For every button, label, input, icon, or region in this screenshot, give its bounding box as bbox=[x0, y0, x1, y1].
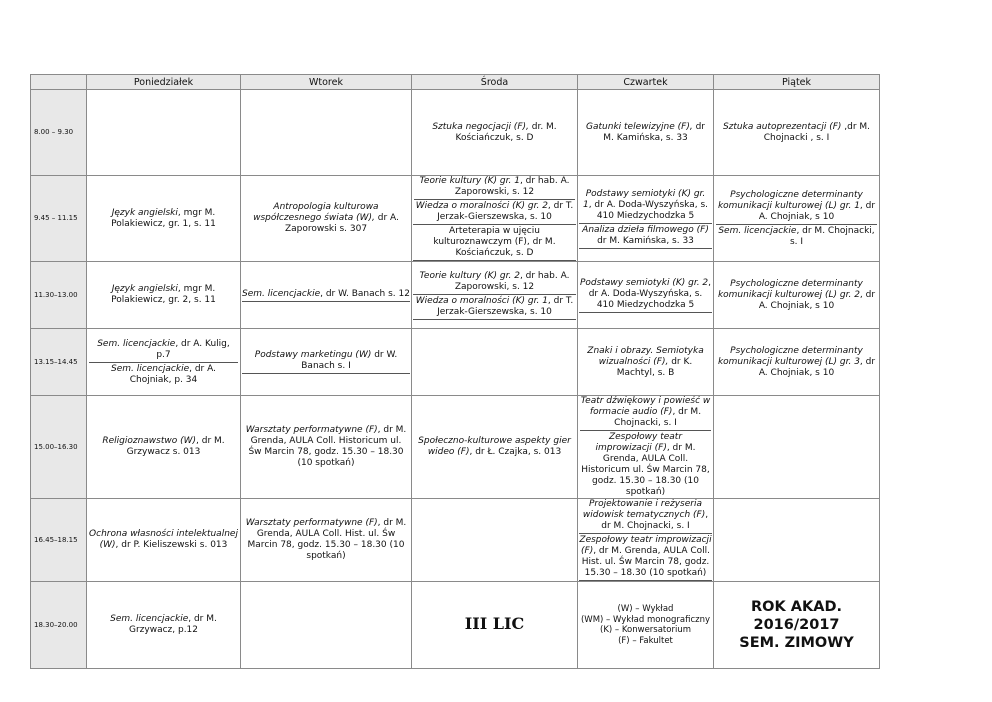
course-name: Podstawy semiotyki (K) gr. 2 bbox=[579, 277, 709, 288]
course-details: , dr A. Chojniak, s 10 bbox=[758, 356, 876, 378]
course-details: , dr hab. A. Zaporowski, s. 12 bbox=[454, 176, 570, 197]
class-entry bbox=[579, 533, 712, 581]
course-details: dr A. Zaporowski s. 307 bbox=[284, 213, 399, 234]
class-entry bbox=[579, 278, 712, 313]
course-name: Sem. licencjackie bbox=[111, 363, 190, 374]
year-label-cell bbox=[714, 582, 880, 669]
schedule-cell bbox=[578, 499, 714, 582]
course-name: Sem. licencjackie bbox=[242, 288, 321, 299]
class-entry bbox=[414, 176, 575, 198]
course-details: , dr M. Grenda, AULA Coll. Hist. ul. Św Marcin 78, godz. 15.30 – 18.30 (10 spotkań) bbox=[581, 546, 710, 578]
course-details: dr K. Machtyl, s. B bbox=[616, 356, 693, 378]
course-name: Znaki i obrazy. Semiotyka wizualności (F), bbox=[587, 345, 704, 367]
schedule-cell bbox=[714, 262, 880, 329]
course-name: Psychologiczne determinanty komunikacji kulturowej (L) gr. 2 bbox=[717, 278, 863, 300]
year-label-line: 2016/2017 bbox=[753, 617, 840, 633]
course-name: Język angielski bbox=[111, 284, 178, 294]
schedule-cell bbox=[87, 499, 241, 582]
course-name: Projektowanie i reżyseria widowisk tematycznych (F) bbox=[582, 499, 706, 520]
schedule-cell bbox=[241, 582, 412, 669]
class-entry bbox=[579, 223, 712, 249]
class-entry bbox=[89, 436, 238, 458]
schedule-cell bbox=[87, 329, 241, 396]
class-entry bbox=[242, 289, 410, 302]
class-entry bbox=[414, 436, 575, 458]
class-entry bbox=[580, 122, 711, 144]
class-entry bbox=[716, 346, 877, 379]
class-entry bbox=[716, 122, 877, 144]
schedule-cell bbox=[412, 90, 578, 176]
class-entry bbox=[89, 208, 238, 230]
time-cell: 8.00 – 9.30 bbox=[31, 90, 87, 176]
course-details: , dr A. Doda-Wyszyńska, s. 410 Miedzychodzka 5 bbox=[588, 199, 709, 221]
class-entry bbox=[580, 346, 711, 379]
class-entry bbox=[716, 224, 877, 248]
class-entry bbox=[580, 189, 711, 222]
course-name: Podstawy semiotyki (K) gr. 1 bbox=[582, 188, 706, 210]
schedule-cell bbox=[87, 90, 241, 176]
course-name: Teatr dźwiękowy i powieść w formacie audio (F) bbox=[580, 396, 711, 417]
class-entry bbox=[580, 499, 711, 532]
course-name: Społeczno-kulturowe aspekty gier wideo (F) bbox=[418, 436, 571, 457]
academic-year-label bbox=[716, 598, 877, 652]
time-cell: 11.30–13.00 bbox=[31, 262, 87, 329]
legend-item: (WM) – Wykład monograficzny bbox=[580, 614, 711, 625]
course-name: Sem. licencjackie bbox=[718, 225, 797, 236]
course-name: Teorie kultury (K) gr. 2 bbox=[419, 270, 520, 281]
schedule-table bbox=[30, 74, 880, 669]
schedule-cell bbox=[714, 499, 880, 582]
legend-item: (W) – Wykład bbox=[617, 604, 674, 614]
day-header: Wtorek bbox=[241, 75, 412, 90]
schedule-cell bbox=[412, 176, 578, 262]
course-details: , dr M. Grenda, AULA Coll. Historicum ul. Św Marcin 78, godz. 15.30 – 18.30 (10 spotkań) bbox=[581, 443, 710, 497]
class-entry bbox=[580, 396, 711, 429]
course-details: , dr hab. A. Zaporowski, s. 12 bbox=[454, 270, 570, 292]
class-entry bbox=[242, 350, 410, 374]
class-entry bbox=[89, 362, 238, 386]
course-name: Wiedza o moralności (K) gr. 1 bbox=[415, 295, 548, 306]
course-name: Zespołowy teatr improwizacji (F) bbox=[595, 432, 683, 453]
day-header: Czwartek bbox=[578, 75, 714, 90]
class-label: III LIC bbox=[464, 613, 525, 633]
course-details: ,dr M. Chojnacki , s. I bbox=[763, 121, 871, 143]
course-name: Religioznawstwo (W) bbox=[102, 436, 197, 446]
course-details: , dr M. Grenda, AULA Coll. Hist. ul. Św Marcin 78, godz. 15.30 – 18.30 (10 spotkań) bbox=[247, 518, 407, 561]
course-details: , dr M. Chojnacki, s. I bbox=[601, 510, 709, 531]
course-details: , dr M. Grzywacz, p.12 bbox=[128, 614, 217, 635]
schedule-cell bbox=[87, 176, 241, 262]
schedule-cell bbox=[412, 329, 578, 396]
schedule-cell bbox=[578, 176, 714, 262]
course-details: , dr M. Grzywacz s. 013 bbox=[126, 436, 225, 457]
course-name: Warsztaty performatywne (F) bbox=[245, 425, 378, 435]
class-entry bbox=[716, 279, 877, 312]
class-entry bbox=[243, 518, 409, 562]
schedule-cell bbox=[241, 396, 412, 499]
schedule-cell bbox=[241, 262, 412, 329]
course-name: Warsztaty performatywne (F) bbox=[245, 518, 378, 528]
course-name: Teorie kultury (K) gr. 1 bbox=[419, 176, 520, 186]
course-details: dr M. Kamińska, s. 33 bbox=[603, 121, 705, 143]
schedule-cell bbox=[714, 329, 880, 396]
class-entry bbox=[89, 614, 238, 636]
schedule-cell bbox=[578, 396, 714, 499]
time-row bbox=[31, 499, 880, 582]
course-name: Język angielski bbox=[111, 207, 178, 218]
legend-cell bbox=[578, 582, 714, 669]
time-row bbox=[31, 329, 880, 396]
schedule-cell bbox=[87, 262, 241, 329]
class-entry bbox=[413, 224, 576, 261]
header-row bbox=[31, 75, 880, 90]
schedule-cell bbox=[241, 329, 412, 396]
schedule-cell bbox=[412, 396, 578, 499]
course-details: , dr W. Banach s. 12 bbox=[320, 288, 410, 299]
schedule-cell bbox=[87, 582, 241, 669]
course-details: dr. M. Kościańczuk, s. D bbox=[455, 121, 557, 143]
course-details: Arteterapia w ujęciu kulturoznawczym (F), dr M. Kościańczuk, s. D bbox=[433, 226, 556, 258]
course-details: dr W. Banach s. I bbox=[301, 350, 398, 371]
schedule-cell bbox=[714, 90, 880, 176]
time-cell: 16.45–18.15 bbox=[31, 499, 87, 582]
course-name: Sztuka negocjacji (F), bbox=[432, 121, 532, 132]
course-details: , dr A. Kulig, p.7 bbox=[156, 338, 230, 360]
course-details: , dr Ł. Czajka, s. 013 bbox=[469, 447, 562, 457]
course-name: Ochrona własności intelektualnej (W) bbox=[89, 529, 238, 550]
time-cell: 9.45 – 11.15 bbox=[31, 176, 87, 262]
schedule-cell bbox=[578, 90, 714, 176]
course-details: , dr T. Jerzak-Gierszewska, s. 10 bbox=[437, 201, 574, 222]
legend bbox=[580, 604, 711, 646]
time-cell: 15.00–16.30 bbox=[31, 396, 87, 499]
course-details: , dr T. Jerzak-Gierszewska, s. 10 bbox=[437, 295, 574, 317]
schedule-cell bbox=[714, 396, 880, 499]
schedule-cell bbox=[241, 90, 412, 176]
course-name: Psychologiczne determinanty komunikacji kulturowej (L) gr. 3 bbox=[717, 345, 863, 367]
class-entry bbox=[716, 190, 877, 223]
course-details: , dr A. Chojniak, p. 34 bbox=[129, 363, 216, 385]
legend-item: (K) – Konwersatorium bbox=[600, 625, 691, 635]
class-entry bbox=[580, 430, 711, 498]
course-details: , mgr M. Polakiewicz, gr. 1, s. 11 bbox=[111, 207, 216, 229]
day-header: Piątek bbox=[714, 75, 880, 90]
legend-item: (F) – Fakultet bbox=[618, 635, 673, 646]
course-name: Psychologiczne determinanty komunikacji kulturowej (L) gr. 1 bbox=[717, 189, 863, 211]
class-entry bbox=[243, 425, 409, 469]
time-row bbox=[31, 176, 880, 262]
course-name: Gatunki telewizyjne (F), bbox=[586, 121, 696, 132]
time-cell: 13.15–14.45 bbox=[31, 329, 87, 396]
course-details: , mgr M. Polakiewicz, gr. 2, s. 11 bbox=[111, 284, 216, 305]
schedule-cell bbox=[578, 329, 714, 396]
course-name: Wiedza o moralności (K) gr. 2 bbox=[415, 201, 548, 211]
schedule-cell bbox=[241, 176, 412, 262]
schedule-cell bbox=[412, 499, 578, 582]
class-entry bbox=[89, 339, 238, 361]
class-entry bbox=[89, 284, 238, 306]
course-details: , dr A. Doda-Wyszyńska, s. 410 Miedzychodzka 5 bbox=[588, 277, 712, 310]
class-entry bbox=[414, 199, 575, 223]
corner-cell bbox=[31, 75, 87, 90]
course-details: , dr P. Kieliszewski s. 013 bbox=[115, 540, 228, 550]
day-header: Poniedziałek bbox=[87, 75, 241, 90]
course-name: Zespołowy teatr improwizacji (F) bbox=[579, 535, 712, 556]
schedule-cell bbox=[412, 262, 578, 329]
class-entry bbox=[414, 122, 575, 144]
course-details: dr M. Kamińska, s. 33 bbox=[597, 235, 694, 246]
day-header: Środa bbox=[412, 75, 578, 90]
class-entry bbox=[414, 271, 575, 293]
course-name: Sztuka autoprezentacji (F) bbox=[722, 121, 845, 132]
big-label-cell bbox=[412, 582, 578, 669]
class-entry bbox=[413, 294, 576, 320]
class-entry bbox=[243, 202, 409, 235]
course-details: , dr M. Chojnacki, s. I bbox=[614, 407, 702, 428]
course-name: Sem. licencjackie bbox=[97, 338, 176, 349]
schedule-cell bbox=[578, 262, 714, 329]
time-row bbox=[31, 396, 880, 499]
course-details: , dr A. Chojniak, s 10 bbox=[758, 289, 876, 311]
schedule-cell bbox=[241, 499, 412, 582]
time-cell: 18.30–20.00 bbox=[31, 582, 87, 669]
schedule-cell bbox=[87, 396, 241, 499]
course-details: , dr M. Chojnacki, s. I bbox=[789, 225, 875, 247]
year-label-line: ROK AKAD. bbox=[750, 599, 842, 615]
schedule-cell bbox=[714, 176, 880, 262]
time-row bbox=[31, 90, 880, 176]
time-row bbox=[31, 582, 880, 669]
course-details: , dr M. Grenda, AULA Coll. Historicum ul. Św Marcin 78, godz. 15.30 – 18.30 (10 spotkań) bbox=[248, 425, 407, 468]
course-name: Antropologia kulturowa współczesnego świata (W), bbox=[253, 202, 379, 223]
course-name: Sem. licencjackie bbox=[110, 614, 189, 624]
course-name: Podstawy marketingu (W) bbox=[254, 350, 375, 360]
year-label-line: SEM. ZIMOWY bbox=[739, 635, 854, 651]
time-row bbox=[31, 262, 880, 329]
class-entry bbox=[89, 529, 238, 551]
course-details: , dr A. Chojniak, s 10 bbox=[758, 200, 876, 222]
course-name: Analiza dzieła filmowego (F) bbox=[582, 224, 709, 235]
